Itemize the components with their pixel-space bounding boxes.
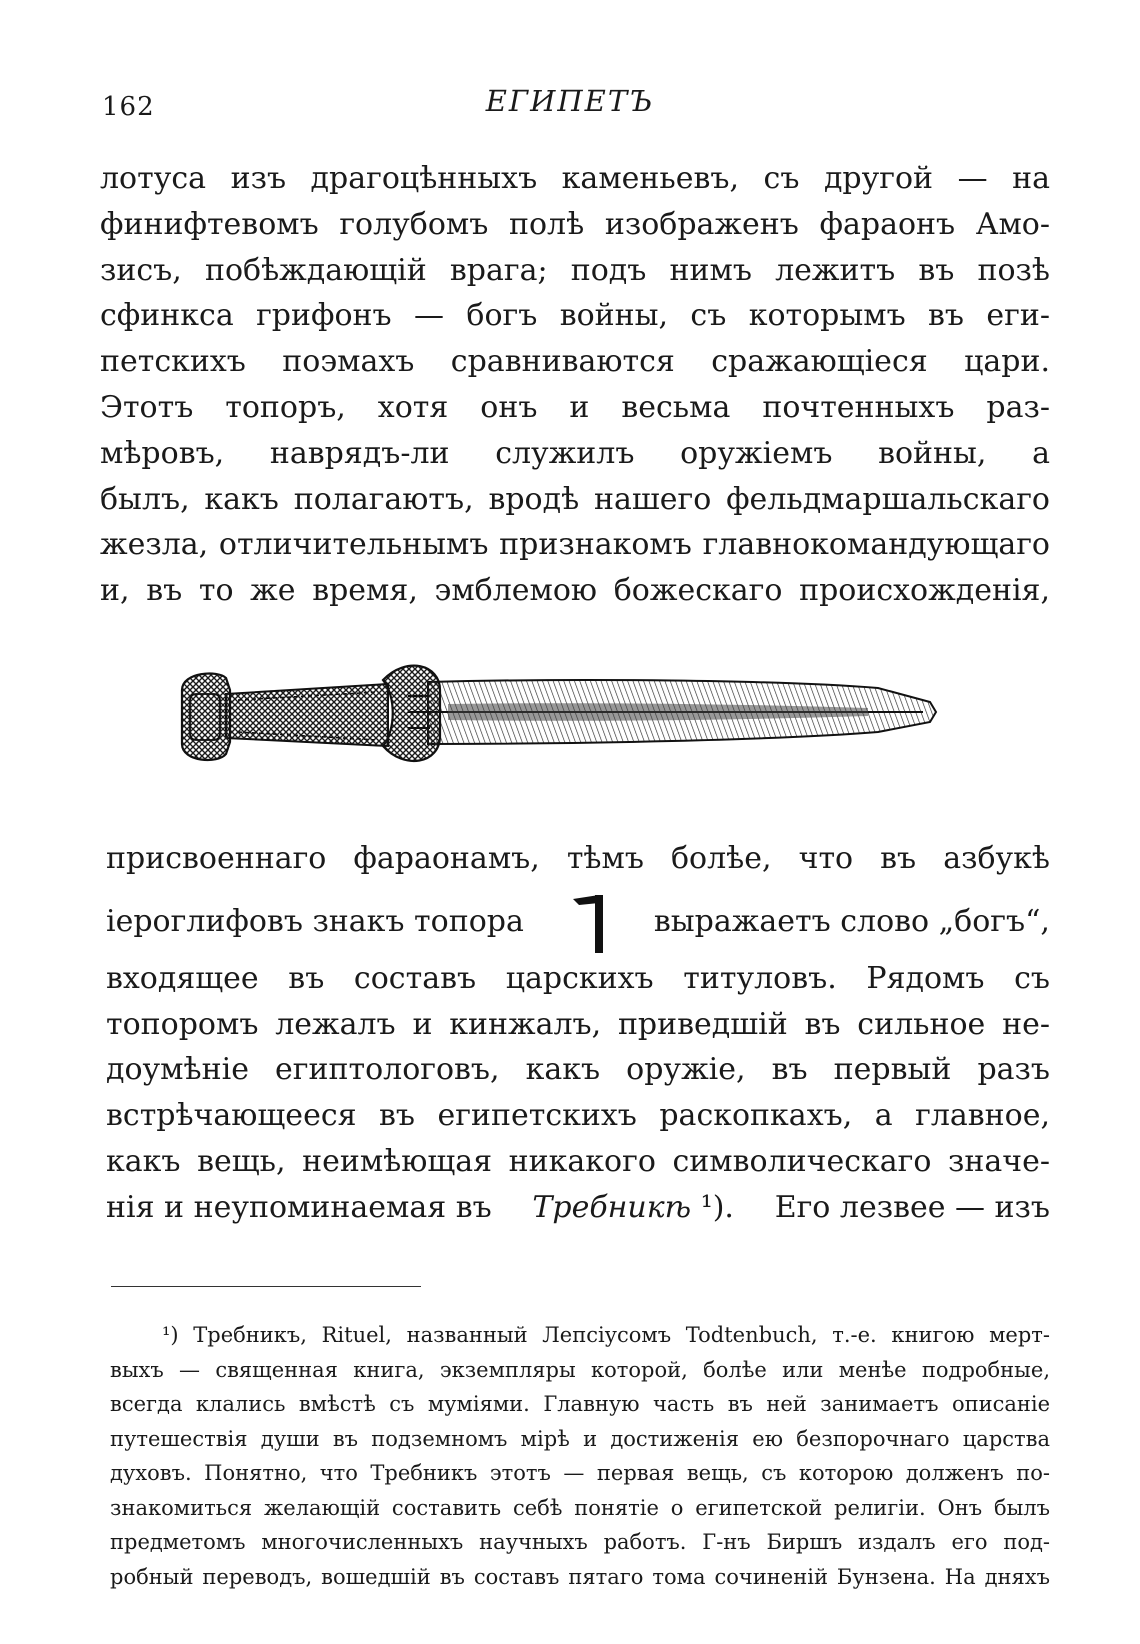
footnote-line: знакомиться желающій составить себѣ понятіе о египетской религіи. Онъ былъ: [110, 1495, 1050, 1520]
body-text-top: [100, 156, 1050, 614]
hieroglyph-wrap: [561, 889, 617, 955]
text-line: встрѣчающееся въ египетскихъ раскопкахъ, а главное,: [106, 1098, 1050, 1134]
text-line: финифтевомъ голубомъ полѣ изображенъ фараонъ Амо-: [100, 206, 1050, 242]
text-segment: выражаетъ слово „богъ“,: [653, 903, 1050, 939]
text-line: и, въ то же время, эмблемою божескаго происхожденія,: [100, 573, 1050, 609]
footnote-line: всегда клались вмѣстѣ съ муміями. Главную часть въ ней занимаетъ описаніе: [110, 1392, 1050, 1416]
hieroglyph-line: [106, 884, 1050, 960]
footnote-line: ¹) Требникъ, Rituel, названный Лепсіусомъ Todtenbuch, т.-е. книгою мерт-: [162, 1323, 1050, 1347]
text-line: жезла, отличительнымъ признакомъ главнокомандующаго: [100, 527, 1050, 563]
text-line: присвоеннаго фараонамъ, тѣмъ болѣе, что въ азбукѣ: [106, 841, 1050, 876]
running-head: ЕГИПЕТЪ: [485, 84, 655, 118]
text-line: зисъ, побѣждающій врага; подъ нимъ лежитъ въ позѣ: [100, 252, 1050, 288]
italic-segment: [532, 1185, 734, 1231]
text-line: входящее въ составъ царскихъ титуловъ. Рядомъ съ: [106, 960, 1050, 996]
page-header: [100, 80, 1040, 120]
text-line: доумѣніе египтологовъ, какъ оружіе, въ первый разъ: [106, 1052, 1050, 1088]
text-line: топоромъ лежалъ и кинжалъ, приведшій въ сильное не-: [106, 1006, 1050, 1042]
footnotes: [110, 1318, 1050, 1594]
italic-word: Требникѣ: [532, 1189, 692, 1225]
footnote-mark: ¹).: [700, 1189, 734, 1225]
footnote-line: робный переводъ, вошедшій въ составъ пятаго тома сочиненій Бунзена. На дняхъ: [110, 1564, 1050, 1589]
text-line: Этотъ топоръ, хотя онъ и весьма почтенныхъ раз-: [100, 389, 1050, 425]
text-line: лотуса изъ драгоцѣнныхъ каменьевъ, съ другой — на: [100, 161, 1050, 196]
text-segment: Его лезвее — изъ: [774, 1189, 1050, 1225]
dagger-illustration-icon: [178, 660, 948, 790]
text-line: былъ, какъ полагаютъ, вродѣ нашего фельдмаршальскаго: [100, 481, 1050, 517]
text-line: какъ вещь, неимѣющая никакого символическаго значе-: [106, 1143, 1050, 1179]
axe-hieroglyph-icon: [569, 889, 609, 955]
body-text-bottom: [106, 836, 1050, 1231]
footnote-line: выхъ — священная книга, экземпляры которой, болѣе или менѣе подробные,: [110, 1357, 1050, 1382]
text-line: петскихъ поэмахъ сравниваются сражающіеся цари.: [100, 344, 1050, 380]
footnote-line: путешествія души въ подземномъ мірѣ и достиженія ею безпорочнаго царства: [110, 1426, 1050, 1451]
text-segment: нія и неупоминаемая въ: [106, 1189, 492, 1225]
footnote-line: духовъ. Понятно, что Требникъ этотъ — первая вещь, съ которою долженъ по-: [110, 1461, 1050, 1485]
last-text-line: [106, 1185, 1050, 1231]
page-number: 162: [102, 92, 155, 122]
footnote-divider: [111, 1286, 421, 1287]
footnote-line: предметомъ многочисленныхъ научныхъ работъ. Г-нъ Биршъ издалъ его под-: [110, 1530, 1050, 1554]
text-segment: іероглифовъ знакъ топора: [106, 903, 524, 939]
text-line: сфинкса грифонъ — богъ войны, съ которымъ въ еги-: [100, 298, 1050, 334]
text-line: мѣровъ, наврядъ-ли служилъ оружіемъ войны, а: [100, 435, 1050, 471]
